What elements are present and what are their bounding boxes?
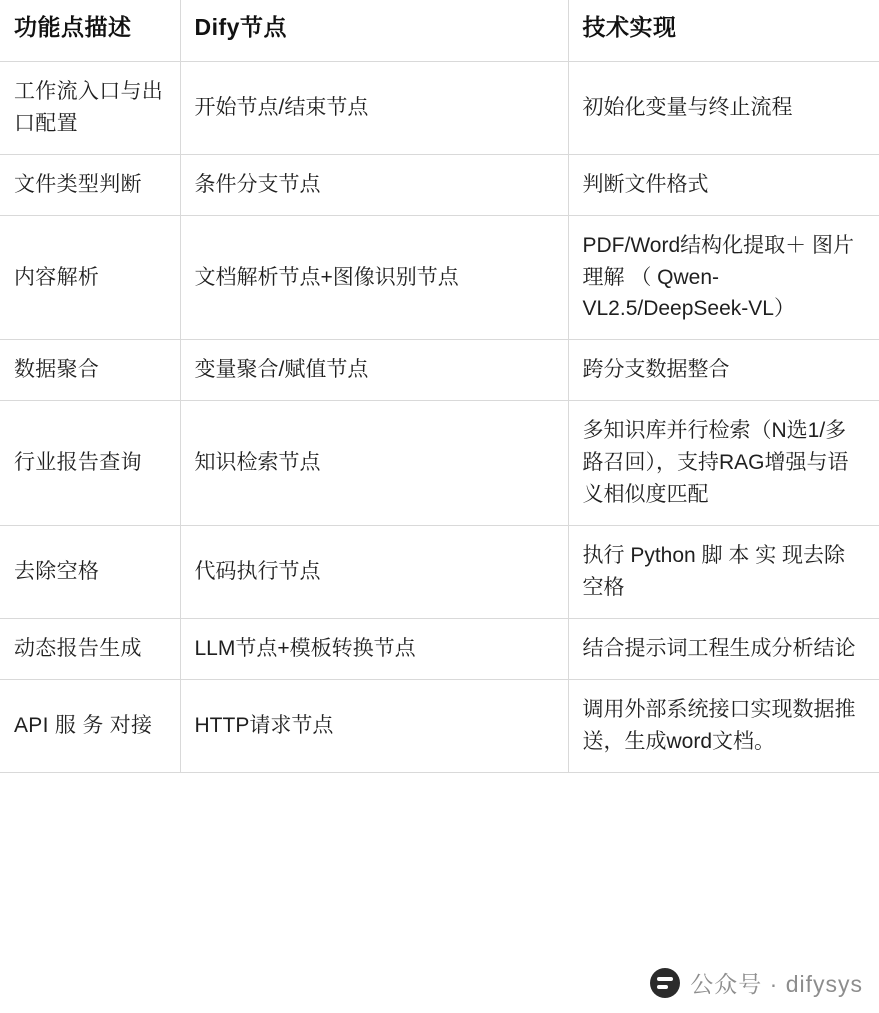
cell-description: 工作流入口与出口配置 xyxy=(0,61,180,154)
table-row xyxy=(0,526,879,619)
column-header-implementation: 技术实现 xyxy=(568,0,879,61)
table-row xyxy=(0,340,879,401)
cell-implementation: 执行 Python 脚 本 实 现去除空格 xyxy=(568,526,879,619)
cell-dify-node: 知识检索节点 xyxy=(180,401,568,526)
table-row xyxy=(0,401,879,526)
cell-description: 动态报告生成 xyxy=(0,618,180,679)
watermark xyxy=(650,966,863,999)
cell-implementation: 跨分支数据整合 xyxy=(568,340,879,401)
table-body xyxy=(0,61,879,772)
table-header xyxy=(0,0,879,61)
cell-implementation: 初始化变量与终止流程 xyxy=(568,61,879,154)
cell-description: 行业报告查询 xyxy=(0,401,180,526)
table-row xyxy=(0,679,879,772)
watermark-text: 公众号 · difysys xyxy=(690,971,863,997)
cell-description: 去除空格 xyxy=(0,526,180,619)
cell-description: 文件类型判断 xyxy=(0,154,180,215)
cell-implementation: 多知识库并行检索（N选1/多路召回），支持RAG增强与语义相似度匹配 xyxy=(568,401,879,526)
cell-description: 数据聚合 xyxy=(0,340,180,401)
cell-implementation: 调用外部系统接口实现数据推送，生成word文档。 xyxy=(568,679,879,772)
table-row xyxy=(0,215,879,340)
table-row xyxy=(0,154,879,215)
cell-dify-node: LLM节点+模板转换节点 xyxy=(180,618,568,679)
cell-implementation: 判断文件格式 xyxy=(568,154,879,215)
column-header-dify-node: Dify节点 xyxy=(180,0,568,61)
wechat-official-account-icon xyxy=(650,968,680,998)
cell-dify-node: 代码执行节点 xyxy=(180,526,568,619)
cell-description: 内容解析 xyxy=(0,215,180,340)
column-header-description: 功能点描述 xyxy=(0,0,180,61)
cell-dify-node: 条件分支节点 xyxy=(180,154,568,215)
cell-dify-node: HTTP请求节点 xyxy=(180,679,568,772)
table-row xyxy=(0,618,879,679)
cell-dify-node: 变量聚合/赋值节点 xyxy=(180,340,568,401)
table-header-row xyxy=(0,0,879,61)
cell-implementation: PDF/Word结构化提取＋ 图片理解 （ Qwen-VL2.5/DeepSeek-VL） xyxy=(568,215,879,340)
cell-dify-node: 文档解析节点+图像识别节点 xyxy=(180,215,568,340)
cell-implementation: 结合提示词工程生成分析结论 xyxy=(568,618,879,679)
cell-dify-node: 开始节点/结束节点 xyxy=(180,61,568,154)
cell-description: API 服 务 对接 xyxy=(0,679,180,772)
table-row xyxy=(0,61,879,154)
